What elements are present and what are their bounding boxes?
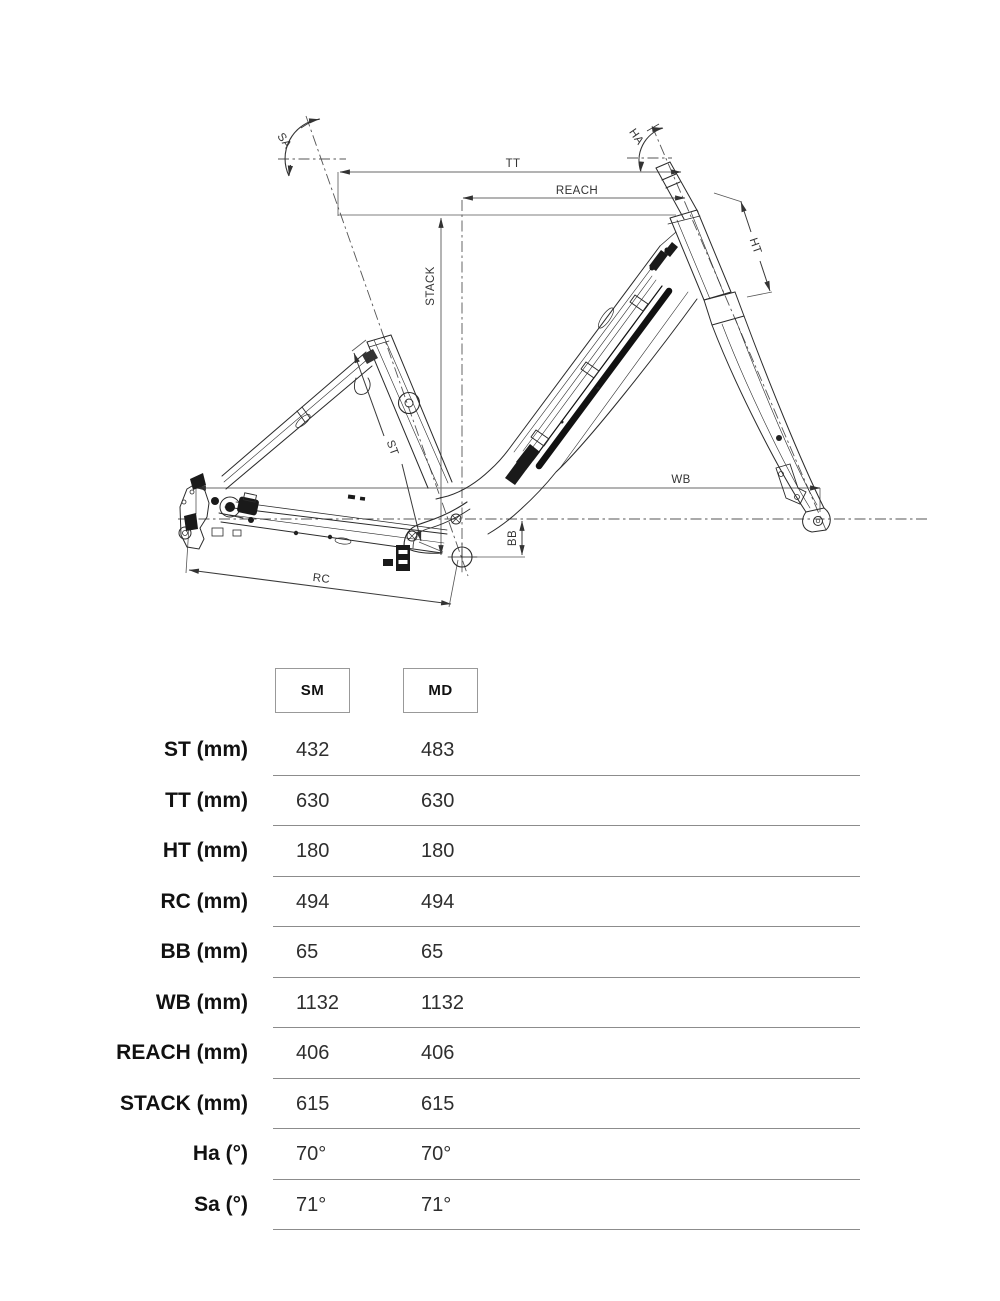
dim-label-ht: HT (746, 236, 764, 256)
table-row-ht (0, 826, 1000, 877)
dimension-lines (189, 172, 820, 604)
row-value-md: 630 (421, 789, 455, 812)
battery-latch (505, 444, 540, 485)
front-axle (814, 517, 823, 526)
row-label: Sa (°) (194, 1192, 248, 1216)
table-row-st (0, 725, 1000, 776)
row-value-md: 406 (421, 1042, 455, 1064)
row-value-sm: 71° (296, 1193, 327, 1216)
table-row-ha (0, 1129, 1000, 1180)
kickstand-plate (383, 545, 410, 571)
row-value-sm: 432 (296, 739, 330, 761)
frame-drawing (179, 162, 830, 572)
row-label: ST (mm) (164, 738, 248, 761)
row-value-sm: 180 (296, 840, 330, 862)
row-label: RC (mm) (160, 889, 248, 913)
seat-stays (222, 352, 372, 489)
dim-label-reach: REACH (555, 185, 599, 197)
geometry-rows (0, 725, 1000, 1230)
battery-lock (649, 242, 678, 271)
dim-label-wb: WB (671, 474, 691, 486)
row-value-sm: 615 (296, 1092, 330, 1115)
fork-leg-bolt (776, 435, 782, 441)
row-value-sm: 70° (296, 1143, 327, 1165)
row-label: TT (mm) (165, 788, 248, 812)
row-value-md: 494 (421, 890, 455, 913)
rear-dropout (179, 473, 259, 549)
table-row-stack (0, 1079, 1000, 1130)
dim-label-sa: SA (274, 130, 294, 152)
dim-label-bb: BB (507, 529, 520, 547)
row-value-sm: 494 (296, 890, 330, 913)
row-value-md: 1132 (421, 991, 465, 1014)
row-value-md: 615 (421, 1092, 455, 1115)
table-row-bb (0, 927, 1000, 978)
steerer-tube (656, 162, 698, 219)
dim-label-tt: TT (505, 158, 521, 170)
table-row-sa (0, 1180, 1000, 1231)
battery (539, 291, 669, 466)
table-row-tt (0, 776, 1000, 827)
fork (704, 292, 830, 532)
dim-label-st: ST (383, 438, 401, 458)
extension-lines (186, 172, 820, 607)
row-divider (273, 1229, 860, 1230)
row-label: HT (mm) (162, 839, 248, 862)
row-label: STACK (mm) (120, 1091, 248, 1115)
size-header-md: MD (403, 668, 478, 713)
table-row-reach (0, 1028, 1000, 1079)
row-value-md: 65 (421, 941, 444, 963)
row-value-sm: 1132 (296, 991, 340, 1014)
angle-arcs (285, 119, 663, 176)
row-value-md: 71° (421, 1193, 452, 1216)
row-label: REACH (mm) (116, 1041, 248, 1064)
construction-axes (178, 116, 930, 576)
ht-dim-line (741, 202, 751, 232)
st-dim-line (354, 353, 384, 436)
frame-geometry-diagram (0, 0, 1000, 650)
derailleur (211, 493, 259, 536)
row-value-sm: 65 (296, 941, 319, 963)
row-value-md: 180 (421, 840, 455, 862)
row-value-sm: 630 (296, 789, 330, 812)
size-header-sm: SM (275, 668, 350, 713)
row-label: WB (mm) (155, 990, 248, 1014)
dim-label-ha: HA (626, 126, 646, 148)
table-row-rc (0, 877, 1000, 928)
dim-label-stack: STACK (425, 266, 438, 306)
seat-tube-axis (306, 116, 468, 576)
table-row-wb (0, 978, 1000, 1029)
row-label: Ha (°) (192, 1142, 248, 1165)
row-value-md: 70° (421, 1143, 452, 1165)
row-label: BB (mm) (160, 940, 248, 963)
row-value-md: 483 (421, 739, 455, 761)
dim-label-rc: RC (311, 572, 331, 587)
row-value-sm: 406 (296, 1042, 330, 1064)
